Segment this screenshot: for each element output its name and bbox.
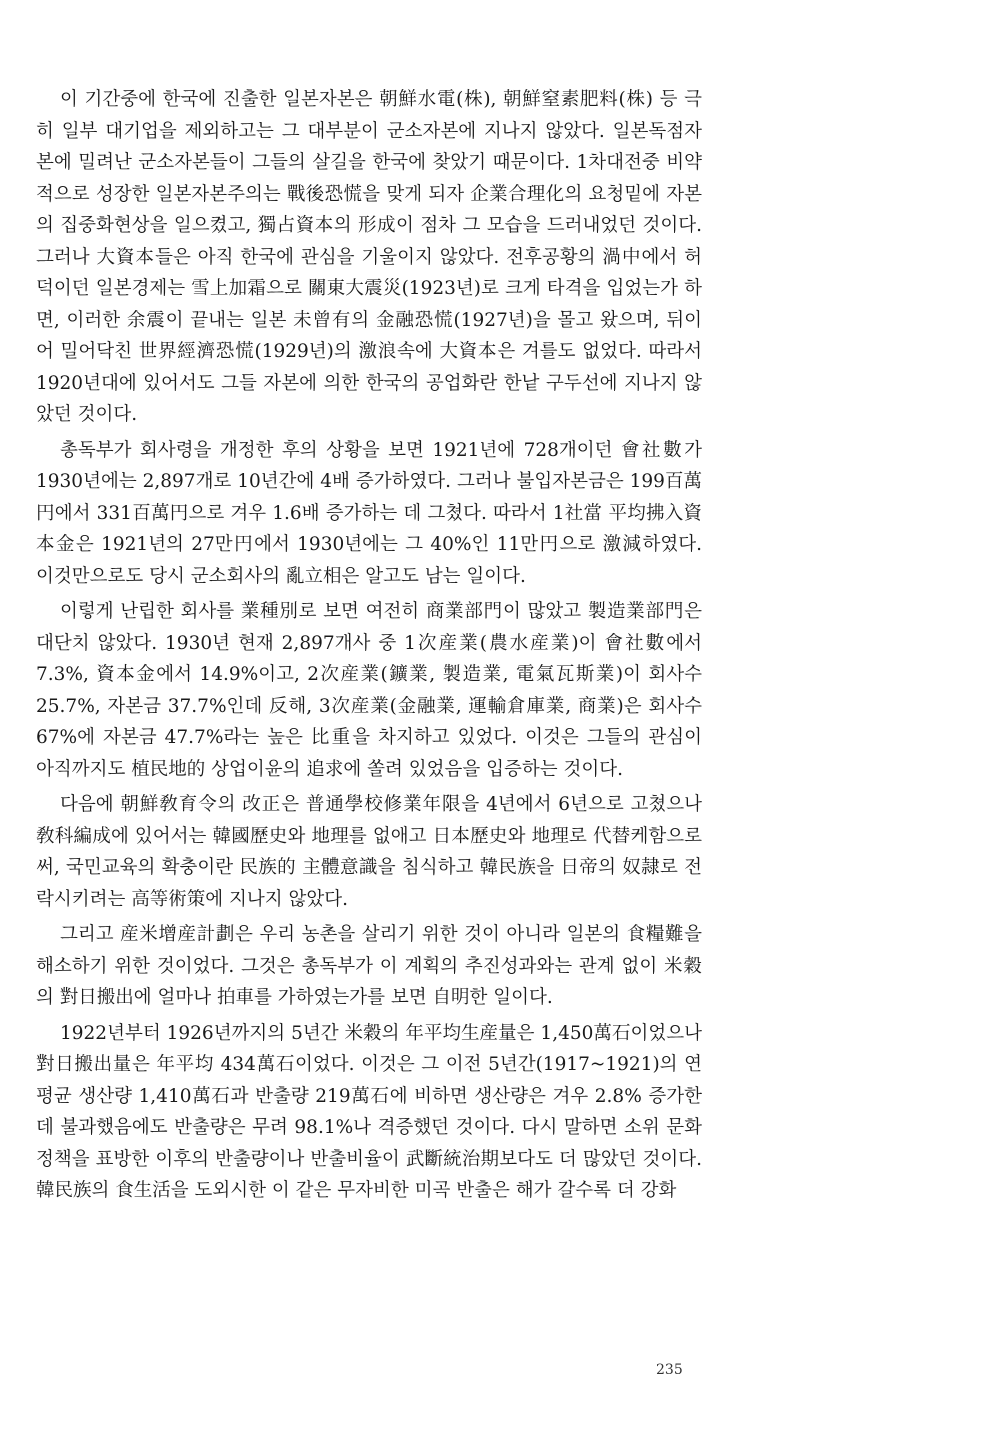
paragraph-2: 총독부가 회사령을 개정한 후의 상황을 보면 1921년에 728개이던 會社數가 1930년에는 2,897개로 10년간에 4배 증가하였다. 그러나 불입자본금은 199百萬円에서 331百萬円으로 겨우 1.6배 증가하는 데 그쳤다. 따라서 1社當 平均拂入資本金은 1921년의 27만円에서 1930년에는 그 40%인 11만円으로 激減하였다. 이것만으로도 당시 군소회사의 亂立相은 알고도 남는 일이다.: [36, 439, 702, 587]
paragraph-5: 그리고 産米增産計劃은 우리 농촌을 살리기 위한 것이 아니라 일본의 食糧難을 해소하기 위한 것이었다. 그것은 총독부가 이 계획의 추진성과와는 관계 없이 米穀의 對日搬出에 얼마나 拍車를 가하였는가를 보면 自明한 일이다.: [36, 924, 702, 1008]
paragraph-3: 이렇게 난립한 회사를 業種別로 보면 여전히 商業部門이 많았고 製造業部門은 대단치 않았다. 1930년 현재 2,897개사 중 1次産業(農水産業)이 會社數에서 7.3%, 資本金에서 14.9%이고, 2次産業(鑛業, 製造業, 電氣瓦斯業)이 회사수 25.7%, 자본금 37.7%인데 反해, 3次産業(金融業, 運輸倉庫業, 商業)은 회사수 67%에 자본금 47.7%라는 높은 比重을 차지하고 있었다. 이것은 그들의 관심이 아직까지도 植民地的 상업이윤의 追求에 쏠려 있었음을 입증하는 것이다.: [36, 601, 702, 780]
paragraph-6: 1922년부터 1926년까지의 5년간 米穀의 年平均生産量은 1,450萬石이었으나 對日搬出量은 年平均 434萬石이었다. 이것은 그 이전 5년간(1917~1921)의 연평균 생산량 1,410萬石과 반출량 219萬石에 비하면 생산량은 겨우 2.8% 증가한데 불과했음에도 반출량은 무려 98.1%나 격증했던 것이다. 다시 말하면 소위 문화정책을 표방한 이후의 반출량이나 반출비율이 武斷統治期보다도 더 많았던 것이다. 韓民族의 食生活을 도외시한 이 같은 무자비한 미곡 반출은 해가 갈수록 더 강화: [36, 1022, 702, 1201]
paragraph-1: 이 기간중에 한국에 진출한 일본자본은 朝鮮水電(株), 朝鮮窒素肥料(株) 등 극히 일부 대기업을 제외하고는 그 대부분이 군소자본에 지나지 않았다. 일본독점자본에 밀려난 군소자본들이 그들의 살길을 한국에 찾았기 때문이다. 1차대전중 비약적으로 성장한 일본자본주의는 戰後恐慌을 맞게 되자 企業合理化의 요청밑에 자본의 집중화현상을 일으켰고, 獨占資本의 形成이 점차 그 모습을 드러내었던 것이다. 그러나 大資本들은 아직 한국에 관심을 기울이지 않았다. 전후공황의 渦中에서 허덕이던 일본경제는 雪上加霜으로 關東大震災(1923년)로 크게 타격을 입었는가 하면, 이러한 余震이 끝내는 일본 未曾有의 金融恐慌(1927년)을 몰고 왔으며, 뒤이어 밀어닥친 世界經濟恐慌(1929년)의 激浪속에 大資本은 겨를도 없었다. 따라서 1920년대에 있어서도 그들 자본에 의한 한국의 공업화란 한낱 구두선에 지나지 않았던 것이다.: [36, 89, 702, 425]
page-number: 235: [656, 1362, 683, 1378]
paragraph-4: 다음에 朝鮮敎育令의 改正은 普通學校修業年限을 4년에서 6년으로 고쳤으나 敎科編成에 있어서는 韓國歷史와 地理를 없애고 日本歷史와 地理로 代替케함으로써, 국민교육의 확충이란 民族的 主體意識을 침식하고 韓民族을 日帝의 奴隷로 전락시키려는 高等術策에 지나지 않았다.: [36, 794, 702, 910]
body-text: [36, 84, 702, 1211]
